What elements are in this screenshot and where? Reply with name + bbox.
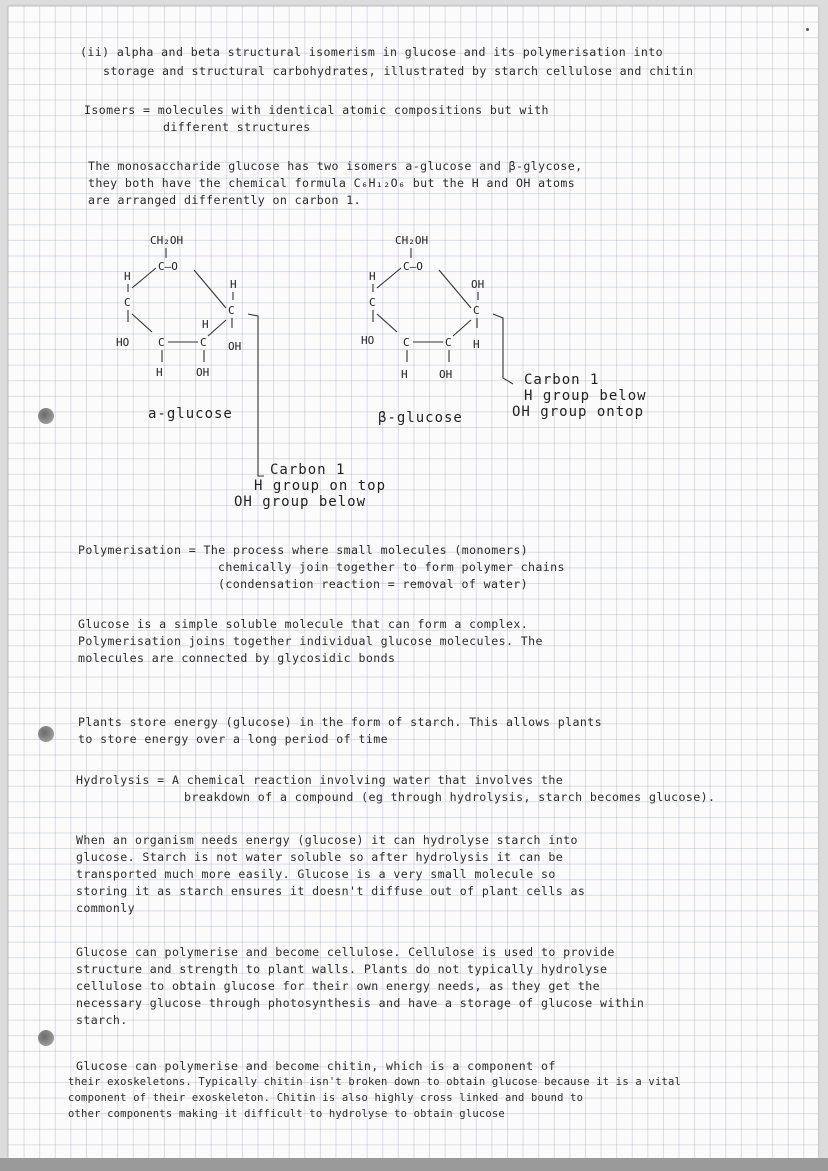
organism-para-line-5: commonly [76, 901, 136, 915]
chitin-para-line-4: other components making it difficult to hydrolyse to obtain glucose [68, 1108, 505, 1120]
cellulose-para-line-5: starch. [76, 1013, 128, 1027]
notebook-page [8, 6, 818, 1158]
intro-line-1: The monosaccharide glucose has two isomers a-glucose and β-glycose, [88, 159, 583, 173]
alpha-note-line-2: OH group below [234, 494, 367, 510]
cellulose-para-line-2: structure and strength to plant walls. Plants do not typically hydrolyse [76, 962, 608, 976]
polymerisation-line-3: (condensation reaction = removal of water) [218, 577, 528, 591]
beta-c3-label: C [403, 336, 410, 349]
isomers-definition-line-1: Isomers = molecules with identical atomic compositions but with [84, 103, 549, 117]
beta-glucose-structure [353, 228, 543, 398]
isomers-definition-line-2: different structures [163, 120, 311, 134]
alpha-ho-label: HO [116, 336, 130, 349]
alpha-h2-label: H [230, 278, 237, 291]
cellulose-para-line-1: Glucose can polymerise and become cellulose. Cellulose is used to provide [76, 945, 615, 959]
organism-para-line-3: transported much more easily. Glucose is a very small molecule so [76, 867, 556, 881]
hydrolysis-line-2: breakdown of a compound (eg through hydrolysis, starch becomes glucose). [184, 790, 716, 804]
beta-h1-label: H [369, 270, 376, 283]
alpha-c2-label: C [228, 304, 235, 317]
beta-c2-label: C [473, 304, 480, 317]
punch-hole [38, 726, 54, 742]
glucose-para-line-1: Glucose is a simple soluble molecule that can form a complex. [78, 617, 529, 631]
organism-para-line-4: storing it as starch ensures it doesn't diffuse out of plant cells as [76, 884, 586, 898]
chitin-para-line-3: component of their exoskeleton. Chitin is also highly cross linked and bound to [68, 1092, 584, 1104]
organism-para-line-2: glucose. Starch is not water soluble so after hydrolysis it can be [76, 850, 564, 864]
alpha-glucose-name: a-glucose [148, 406, 233, 422]
intro-line-2: they both have the chemical formula C₆H₁₂O₆ but the H and OH atoms [88, 176, 576, 190]
beta-oh-bottom-label: OH [439, 368, 453, 381]
alpha-oh-label: OH [228, 340, 242, 353]
beta-oh-label: OH [471, 278, 485, 291]
beta-note-line-2: OH group ontop [512, 404, 645, 420]
hydrolysis-line-1: Hydrolysis = A chemical reaction involving water that involves the [76, 773, 564, 787]
punch-hole [38, 1030, 54, 1046]
alpha-c1-label: C [124, 296, 131, 309]
polymerisation-line-2: chemically join together to form polymer chains [218, 560, 565, 574]
alpha-h-bottom-label: H [156, 366, 163, 379]
alpha-glucose-structure [108, 228, 298, 398]
heading-line-2: storage and structural carbohydrates, illustrated by starch cellulose and chitin [103, 64, 694, 78]
beta-note-title: Carbon 1 [524, 372, 600, 388]
alpha-h3-label: H [202, 318, 209, 331]
plants-para-line-2: to store energy over a long period of time [78, 732, 388, 746]
scan-edge [0, 1158, 828, 1171]
alpha-ch2oh-label: CH₂OH [150, 234, 184, 247]
chitin-para-line-2: their exoskeletons. Typically chitin isn't broken down to obtain glucose because it is a vital [68, 1076, 682, 1088]
beta-note-line-1: H group below [524, 388, 647, 404]
alpha-h1-label: H [124, 270, 131, 283]
organism-para-line-1: When an organism needs energy (glucose) it can hydrolyse starch into [76, 833, 578, 847]
alpha-note-line-1: H group on top [254, 478, 387, 494]
alpha-c3-label: C [158, 336, 165, 349]
intro-line-3: are arranged differently on carbon 1. [88, 193, 362, 207]
heading-line-1: (ii) alpha and beta structural isomerism in glucose and its polymerisation into [80, 45, 664, 59]
beta-c1-label: C [369, 296, 376, 309]
beta-ch2oh-label: CH₂OH [395, 234, 429, 247]
page-mark [806, 28, 809, 31]
beta-c-o-label: C—O [403, 260, 423, 273]
beta-ho-label: HO [361, 334, 375, 347]
alpha-oh-bottom-label: OH [196, 366, 210, 379]
alpha-note-title: Carbon 1 [270, 462, 346, 478]
cellulose-para-line-3: cellulose to obtain glucose for their own energy needs, as they get the [76, 979, 600, 993]
beta-h3-label: H [473, 338, 480, 351]
alpha-c4-label: C [200, 336, 207, 349]
polymerisation-line-1: Polymerisation = The process where small molecules (monomers) [78, 543, 529, 557]
alpha-c-o-label: C—O [158, 260, 178, 273]
cellulose-para-line-4: necessary glucose through photosynthesis and have a storage of glucose within [76, 996, 645, 1010]
plants-para-line-1: Plants store energy (glucose) in the form of starch. This allows plants [78, 715, 602, 729]
chitin-para-line-1: Glucose can polymerise and become chitin, which is a component of [76, 1059, 556, 1073]
glucose-para-line-2: Polymerisation joins together individual glucose molecules. The [78, 634, 543, 648]
punch-hole [38, 408, 54, 424]
beta-c4-label: C [445, 336, 452, 349]
beta-h-bottom-label: H [401, 368, 408, 381]
beta-glucose-name: β-glucose [378, 410, 463, 426]
glucose-para-line-3: molecules are connected by glycosidic bonds [78, 651, 396, 665]
